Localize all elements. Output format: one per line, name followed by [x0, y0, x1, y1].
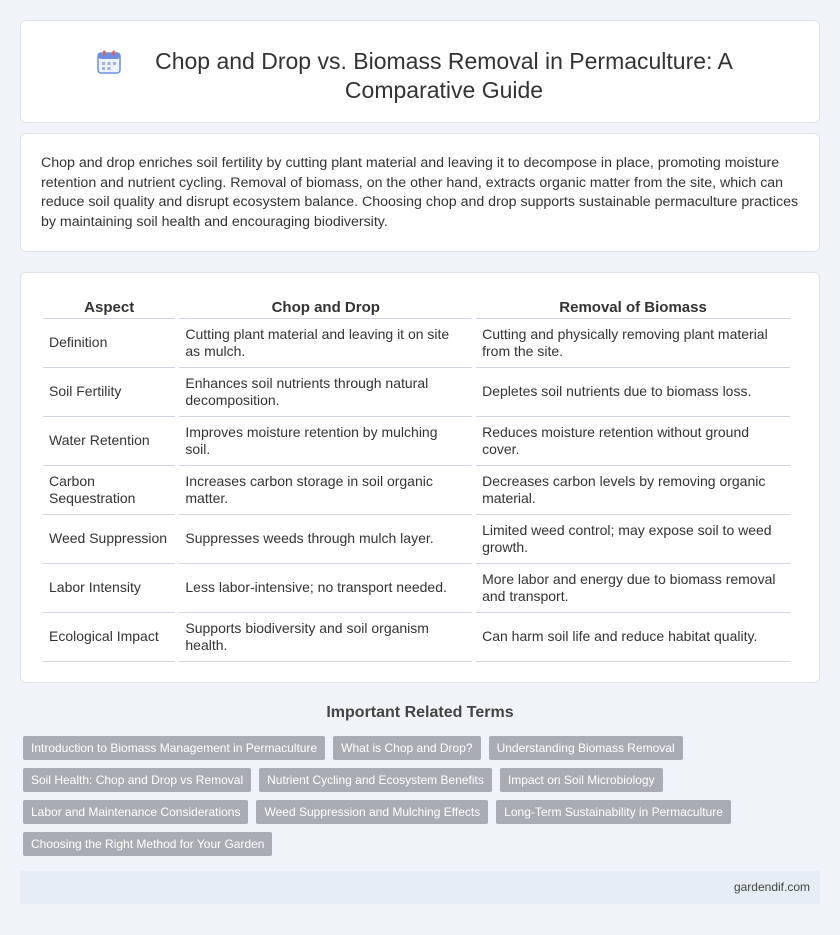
table-cell-removal: Limited weed control; may expose soil to weed growth. — [476, 515, 790, 564]
related-term-tag[interactable]: Soil Health: Chop and Drop vs Removal — [23, 768, 251, 792]
footer — [20, 871, 820, 904]
related-terms-title: Important Related Terms — [326, 704, 514, 721]
table-cell-aspect: Definition — [43, 319, 175, 368]
table-cell-chop-and-drop: Cutting plant material and leaving it on site as mulch. — [179, 319, 472, 368]
table-row — [43, 564, 790, 613]
header-card — [20, 20, 820, 123]
header-chop-and-drop: Chop and Drop — [179, 297, 472, 319]
table-header-row — [43, 297, 790, 319]
table-cell-aspect: Soil Fertility — [43, 368, 175, 417]
table-cell-removal: Decreases carbon levels by removing organic material. — [476, 466, 790, 515]
related-term-tag[interactable]: Understanding Biomass Removal — [489, 736, 683, 760]
table-cell-removal: Reduces moisture retention without ground cover. — [476, 417, 790, 466]
table-row — [43, 319, 790, 368]
footer-site-link[interactable]: gardendif.com — [733, 880, 810, 894]
table-cell-aspect: Weed Suppression — [43, 515, 175, 564]
table-cell-removal: Cutting and physically removing plant material from the site. — [476, 319, 790, 368]
intro-card — [20, 133, 820, 252]
table-cell-chop-and-drop: Less labor-intensive; no transport needed. — [179, 564, 472, 613]
header-aspect: Aspect — [43, 297, 175, 319]
table-cell-chop-and-drop: Supports biodiversity and soil organism health. — [179, 613, 472, 662]
table-row — [43, 417, 790, 466]
related-term-tag[interactable]: What is Chop and Drop? — [333, 736, 480, 760]
comparison-table-card — [20, 272, 820, 683]
table-row — [43, 368, 790, 417]
table-row — [43, 613, 790, 662]
table-row — [43, 466, 790, 515]
calendar-icon — [96, 49, 122, 75]
page-title: Chop and Drop vs. Biomass Removal in Permaculture: A Comparative Guide — [155, 48, 733, 103]
table-cell-chop-and-drop: Suppresses weeds through mulch layer. — [179, 515, 472, 564]
related-term-tag[interactable]: Labor and Maintenance Considerations — [23, 800, 248, 824]
table-cell-chop-and-drop: Enhances soil nutrients through natural decomposition. — [179, 368, 472, 417]
intro-text: Chop and drop enriches soil fertility by cutting plant material and leaving it to decompose in place, promoting moisture retention and nutrient cycling. Removal of biomass, on the other hand, extracts organic matter from the site, which can reduce soil quality and disrupt ecosystem balance. Choosing chop and drop supports sustainable permaculture practices by maintaining soil health and encouraging biodiversity. — [41, 155, 799, 230]
table-cell-removal: More labor and energy due to biomass removal and transport. — [476, 564, 790, 613]
table-cell-removal: Can harm soil life and reduce habitat quality. — [476, 613, 790, 662]
related-terms-list — [23, 736, 803, 864]
title-wrap — [21, 21, 819, 105]
table-cell-aspect: Ecological Impact — [43, 613, 175, 662]
table-row — [43, 515, 790, 564]
table-cell-aspect: Carbon Sequestration — [43, 466, 175, 515]
table-cell-aspect: Water Retention — [43, 417, 175, 466]
related-term-tag[interactable]: Nutrient Cycling and Ecosystem Benefits — [259, 768, 492, 792]
table-cell-chop-and-drop: Improves moisture retention by mulching soil. — [179, 417, 472, 466]
header-removal-of-biomass: Removal of Biomass — [476, 297, 790, 319]
table-cell-chop-and-drop: Increases carbon storage in soil organic matter. — [179, 466, 472, 515]
table-cell-aspect: Labor Intensity — [43, 564, 175, 613]
related-term-tag[interactable]: Impact on Soil Microbiology — [500, 768, 663, 792]
related-term-tag[interactable]: Long-Term Sustainability in Permaculture — [496, 800, 731, 824]
related-term-tag[interactable]: Weed Suppression and Mulching Effects — [256, 800, 488, 824]
related-term-tag[interactable]: Choosing the Right Method for Your Garden — [23, 832, 272, 856]
related-term-tag[interactable]: Introduction to Biomass Management in Permaculture — [23, 736, 325, 760]
comparison-table — [39, 297, 794, 662]
table-cell-removal: Depletes soil nutrients due to biomass loss. — [476, 368, 790, 417]
